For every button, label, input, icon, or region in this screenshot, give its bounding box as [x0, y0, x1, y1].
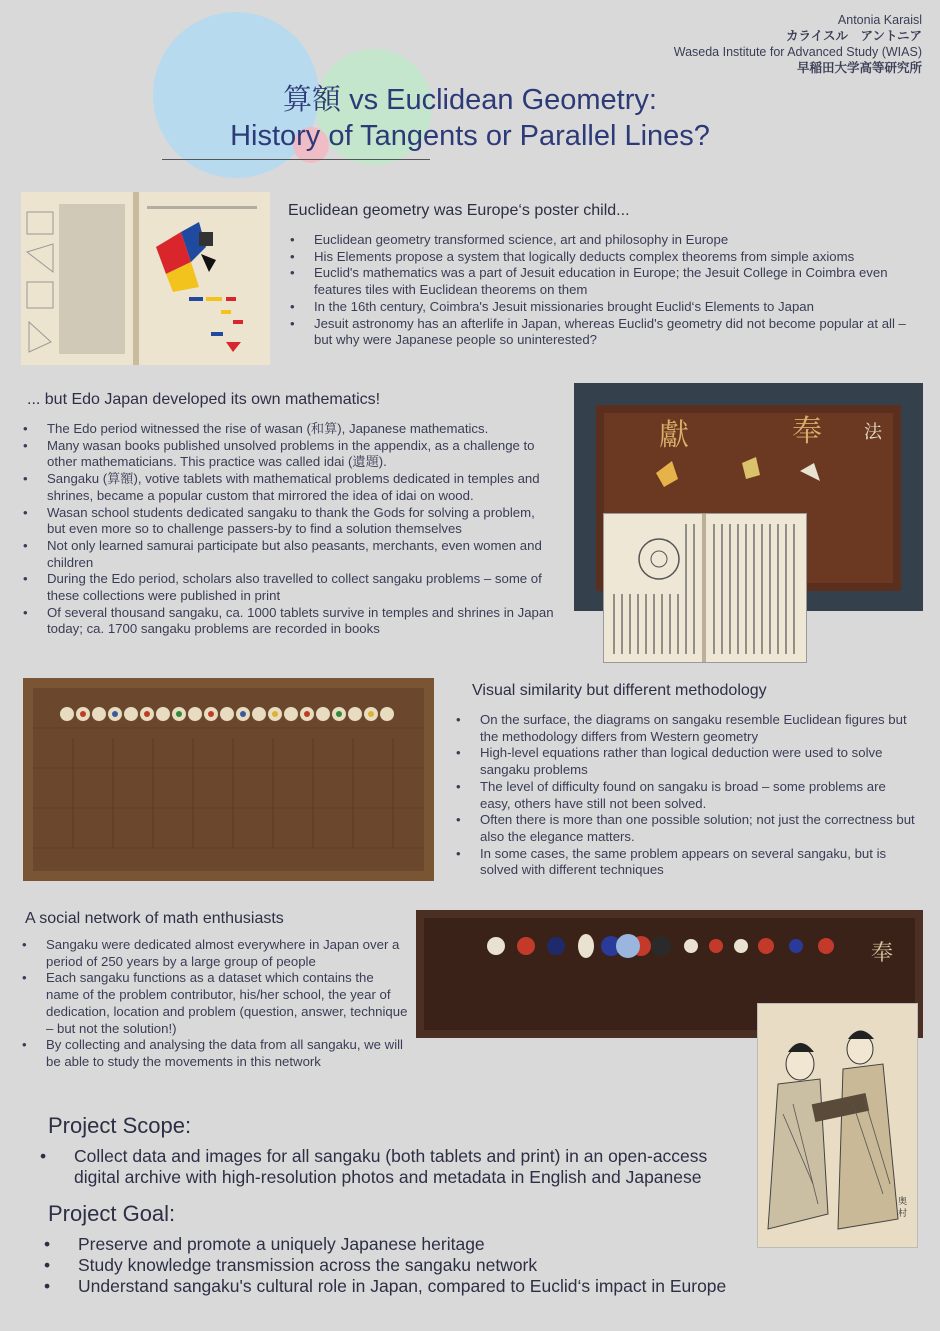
list-item: • High-level equations rather than logical deduction were used to solve sangaku problems [454, 745, 918, 778]
author-name-jp: カライスル アントニア [785, 29, 922, 43]
list-item: • During the Edo period, scholars also travelled to collect sangaku problems – some of these collections were published in print [21, 571, 556, 604]
wooden-tablet-illustration [33, 688, 424, 871]
list-item: • Many wasan books published unsolved problems in the appendix, as a challenge to other mathematicians. This practice was called idai (遺題). [21, 438, 556, 471]
list-item: • Preserve and promote a uniquely Japanese heritage [40, 1234, 780, 1255]
list-item: • Not only learned samurai participate but also peasants, merchants, even women and children [21, 538, 556, 571]
title-line-2: History of Tangents or Parallel Lines? [230, 120, 710, 152]
euclid-heading: Euclidean geometry was Europe‘s poster child... [288, 202, 630, 219]
social-bullets [20, 937, 408, 1071]
ukiyo-e-print-image [757, 1003, 918, 1248]
list-item: • Euclidean geometry transformed science, art and philosophy in Europe [288, 232, 918, 249]
author-block [674, 12, 922, 76]
list-item: • Understand sangaku's cultural role in Japan, compared to Euclid‘s impact in Europe [40, 1276, 780, 1297]
svg-text:奉: 奉 [871, 941, 894, 966]
affiliation-en: Waseda Institute for Advanced Study (WIAS) [673, 45, 922, 59]
list-item: • Of several thousand sangaku, ca. 1000 tablets survive in temples and shrines in Japan today; ca. 1700 sangaku problems are recorded in books [21, 605, 556, 638]
list-item: • Sangaku (算額), votive tablets with mathematical problems dedicated in temples and shrines, became a popular custom that mirrored the idea of idai on wood. [21, 471, 556, 504]
list-item: • Collect data and images for all sangaku (both tablets and print) in an open-access digital archive with high-resolution photos and metadata in English and Japanese [36, 1146, 746, 1188]
list-item: • Each sangaku functions as a dataset which contains the name of the problem contributor, his/her school, the year of dedication, location and problem (question, answer, technique – but not the solution!) [20, 970, 408, 1037]
wasan-book-image [604, 514, 806, 662]
svg-text:奉: 奉 [792, 414, 822, 449]
goal-heading: Project Goal: [48, 1201, 176, 1226]
list-item: • Wasan school students dedicated sangaku to thank the Gods for solving a problem, but even more so to challenge passers-by to find a solution themselves [21, 505, 556, 538]
edo-heading: ... but Edo Japan developed its own mathematics! [27, 391, 381, 408]
list-item: • On the surface, the diagrams on sangaku resemble Euclidean figures but the methodology differs from Western geometry [454, 712, 918, 745]
list-item: • In some cases, the same problem appears on several sangaku, but is solved with different techniques [454, 846, 918, 879]
list-item: • By collecting and analysing the data from all sangaku, we will be able to study the movements in this network [20, 1037, 408, 1070]
title-line-1: 算額 vs Euclidean Geometry: [283, 84, 657, 116]
list-item: • Jesuit astronomy has an afterlife in Japan, whereas Euclid's geometry did not become popular at all – but why were Japanese people so uninterested? [288, 316, 918, 349]
svg-text:奥: 奥 [898, 1197, 908, 1207]
visual-heading: Visual similarity but different methodology [472, 682, 767, 699]
edo-bullets [21, 421, 556, 638]
list-item: • Sangaku were dedicated almost everywhere in Japan over a period of 250 years by a large group of people [20, 937, 408, 970]
affiliation-jp: 早稲田大学高等研究所 [796, 61, 922, 75]
svg-text:獻: 獻 [659, 418, 689, 453]
list-item: • Study knowledge transmission across the sangaku network [40, 1255, 780, 1276]
list-item: • His Elements propose a system that logically deducts complex theorems from simple axioms [288, 249, 918, 266]
svg-text:村: 村 [898, 1209, 908, 1219]
euclid-book-illustration [21, 192, 270, 365]
goal-bullets [40, 1234, 780, 1297]
svg-text:法: 法 [864, 422, 882, 443]
title-divider [162, 159, 430, 160]
list-item: • In the 16th century, Coimbra's Jesuit missionaries brought Euclid‘s Elements to Japan [288, 299, 918, 316]
wasan-book-illustration [604, 514, 806, 662]
sangaku-wooden-tablet-image [23, 678, 434, 881]
scope-heading: Project Scope: [48, 1113, 192, 1138]
euclid-bullets [288, 232, 918, 349]
ukiyo-e-illustration [758, 1004, 917, 1247]
social-heading: A social network of math enthusiasts [25, 910, 284, 927]
scope-bullets [36, 1146, 746, 1188]
poster-title [140, 82, 800, 154]
visual-bullets [454, 712, 918, 879]
euclid-book-image [21, 192, 270, 365]
list-item: • Euclid's mathematics was a part of Jesuit education in Europe; the Jesuit College in Coimbra even features tiles with Euclidean theorems on them [288, 265, 918, 298]
list-item: • The level of difficulty found on sangaku is broad – some problems are easy, others have still not been solved. [454, 779, 918, 812]
list-item: • Often there is more than one possible solution; not just the correctness but also the elegance matters. [454, 812, 918, 845]
list-item: • The Edo period witnessed the rise of wasan (和算), Japanese mathematics. [21, 421, 556, 438]
author-name-en: Antonia Karaisl [837, 13, 922, 27]
